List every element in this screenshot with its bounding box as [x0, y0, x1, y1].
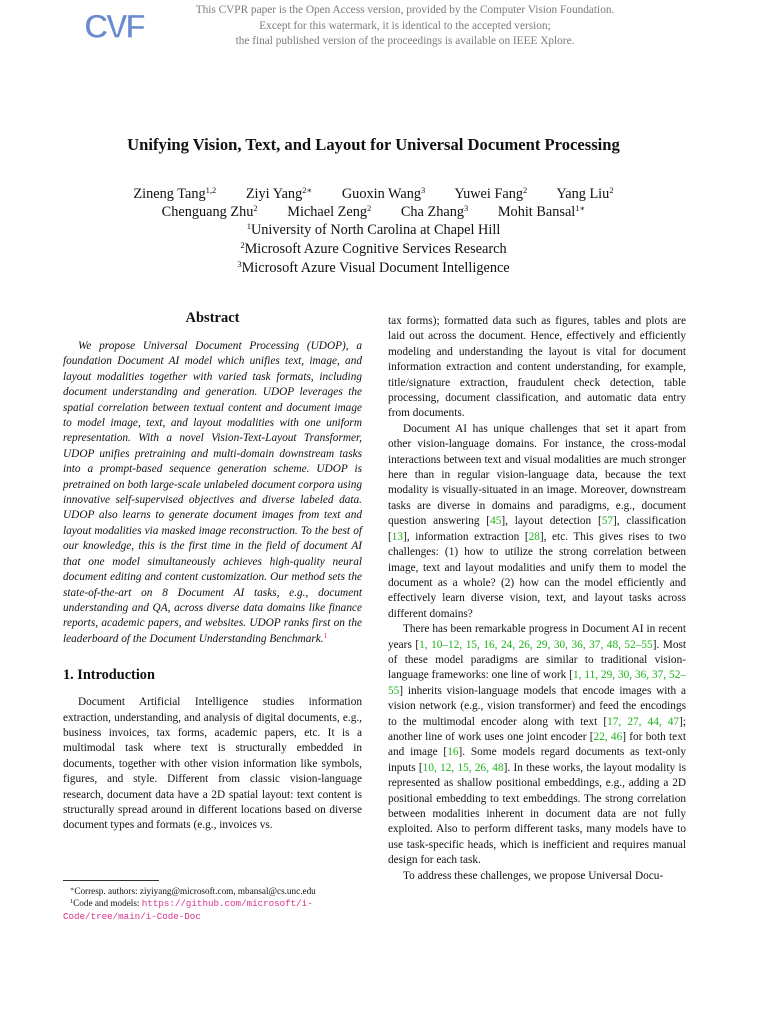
footnote-corresponding: ∗Corresp. authors: ziyiyang@microsoft.com, mbansal@cs.unc.edu [69, 886, 316, 896]
left-column [63, 310, 362, 834]
author-affiliation-mark: 2 [609, 185, 614, 195]
watermark-line: the final published version of the proceedings is available on IEEE Xplore. [235, 35, 575, 47]
citation-link[interactable]: 57 [601, 515, 614, 528]
citation-link[interactable]: 16 [447, 746, 459, 759]
cvf-logo [84, 4, 146, 46]
footnote-link[interactable]: 1 [323, 630, 328, 640]
citation-link[interactable]: 1, 11, 29, 30, 36, 37, 52–55 [388, 669, 686, 697]
author-list [40, 185, 707, 221]
open-access-watermark [160, 3, 650, 50]
citation-link[interactable]: 10, 12, 15, 26, 48 [422, 761, 504, 774]
author-affiliation-mark: 3 [464, 203, 469, 214]
citation-link[interactable]: 1, 10–12, 15, 16, 24, 26, 29, 30, 36, 37, 48, 52–55 [419, 638, 653, 651]
citation-link[interactable]: 13 [391, 530, 404, 543]
citation-link[interactable]: 28 [528, 530, 540, 543]
body-paragraph: To address these challenges, we propose Universal Docu- [403, 869, 664, 882]
paper-title: Unifying Vision, Text, and Layout for Universal Document Processing [127, 135, 620, 154]
author-name: Cha Zhang [400, 204, 464, 221]
body-paragraph: There has been remarkable progress in Document AI in recent years [1, 10–12, 15, 16, 24, 26, 29, 30, 36, 37, 48, 52–55]. Most of these model paradigms are similar to traditional vision-language frameworks: one line of work [1, 11, 29, 30, 36, 37, 52–55] inherits vision-language models that encode images with a vision network (e.g., vision transformer) and feed the encodings to the multimodal encoder along with text [17, 27, 44, 47]; another line of work uses one joint encoder [22, 46] for both text and image [16]. Some models regard documents as text-only inputs [10, 12, 15, 26, 48]. In these works, the layout modality is represented as shallow positional embeddings, e.g., adding a 2D positional embedding to text embeddings. The strong correlation between modalities inherent in document data are not fully exploited. Also to perform different tasks, many models have to use task-specific heads, which is inefficient and requires manual design for each task. [388, 623, 687, 867]
author-name: Ziyi Yang [245, 186, 303, 202]
code-repository-link[interactable]: https://github.com/microsoft/i-Code/tree/main/i-Code-Doc [63, 898, 313, 923]
citation-link[interactable]: 17, 27, 44, 47 [607, 715, 680, 728]
affiliation: $^2$Microsoft Azure Cognitive Services Research [240, 240, 507, 258]
author-affiliation-mark: 2 [253, 203, 258, 214]
abstract-text: We propose Universal Document Processing (UDOP), a foundation Document AI model which unifies text, image, and layout modalities together with varied task formats, including document understanding and generation. UDOP leverages the spatial correlation between textual content and document image to model image, text, and layout modalities with one uniform representation. With a novel Vision-Text-Layout Transformer, UDOP unifies pretraining and multi-domain downstream tasks into a prompt-based sequence generation scheme. UDOP is pretrained on both large-scale unlabeled document corpora using innovative self-supervised objectives and diverse labeled data. UDOP also learns to generate document images from text and layout modalities via masked image reconstruction. To the best of our knowledge, this is the first time in the field of document AI that one model simultaneously achieves high-quality neural document editing and content customization. Our method sets the state-of-the-art on 8 Document AI tasks, e.g., document understanding and QA, across diverse data domains like finance reports, academic papers, and websites. UDOP ranks first on the leaderboard of the Document Understanding Benchmark.$^1$ [63, 340, 362, 645]
author-affiliation-mark: 1,2 [205, 185, 217, 195]
author-name: Yang Liu [556, 186, 610, 202]
author-name: Mohit Bansal [497, 204, 576, 221]
footnote-code: $^1$Code and models: https://github.com/microsoft/i-Code/tree/main/i-Code-Doc [63, 898, 313, 923]
footnotes [63, 880, 362, 924]
introduction-paragraph: Document Artificial Intelligence studies information extraction, understanding, and analysis of digital documents, e.g., business invoices, tax forms, academic papers, etc. It is a multimodal task where text is structurally embedded in documents, together with other vision information like symbols, figures, and style. Different from classic vision-language research, document data have a 2D spatial layout: text content is structurally spread around in different locations based on diverse document types and formats (e.g., invoices vs. [63, 696, 362, 832]
author-affiliation-mark: 2 [523, 185, 528, 195]
author-affiliation-mark: 2∗ [302, 185, 313, 195]
author-affiliation-mark: 3 [421, 185, 426, 195]
body-paragraph: Document AI has unique challenges that set it apart from other vision-language domains. For instance, the cross-modal interactions between text and visual modalities are much stronger here than in regular vision-language data, because the text modality is visually-situated in an image. Moreover, downstream tasks are diverse in domains and paradigms, e.g., document question answering [45], layout detection [57], classification [13], information extraction [28], etc. This gives rises to two challenges: (1) how to utilize the strong correlation between image, text and layout modalities and unify them to model the document as a whole? (2) how can the model efficiently and effectively learn diverse vision, text, and layout tasks across different domains? [388, 422, 687, 620]
citation-link[interactable]: 22, 46 [593, 730, 623, 743]
introduction-heading: 1. Introduction [63, 667, 155, 684]
author-line-1 [40, 185, 707, 203]
author-line-2 [40, 203, 707, 221]
author-name: Michael Zeng [287, 204, 368, 221]
footnote-rule [63, 880, 159, 881]
author-name: Zineng Tang [133, 186, 206, 202]
right-column [388, 314, 686, 884]
affiliation: $^1$University of North Carolina at Chapel Hill [246, 221, 501, 238]
cvf-logo-text: CVF [84, 8, 143, 46]
author-affiliation-mark: 1∗ [575, 203, 586, 214]
affiliation-list [40, 221, 707, 279]
watermark-line: This CVPR paper is the Open Access version, provided by the Computer Vision Foundation. [195, 4, 615, 16]
author-name: Guoxin Wang [341, 186, 422, 202]
abstract-heading: Abstract [185, 310, 240, 326]
watermark-line: Except for this watermark, it is identical to the accepted version; [259, 19, 551, 32]
citation-link[interactable]: 45 [490, 515, 502, 528]
body-paragraph: tax forms); formatted data such as figures, tables and plots are laid out across the document. Hence, effectively and efficiently modeling and understanding the layout is vital for document information extraction and content understanding, for example, title/signature extraction, fraudulent check detection, table processing, document classification, and automatic data entry from documents. [388, 315, 686, 420]
author-name: Chenguang Zhu [161, 204, 254, 221]
author-name: Yuwei Fang [454, 186, 524, 202]
affiliation: $^3$Microsoft Azure Visual Document Intelligence [237, 259, 510, 277]
author-affiliation-mark: 2 [367, 203, 372, 214]
